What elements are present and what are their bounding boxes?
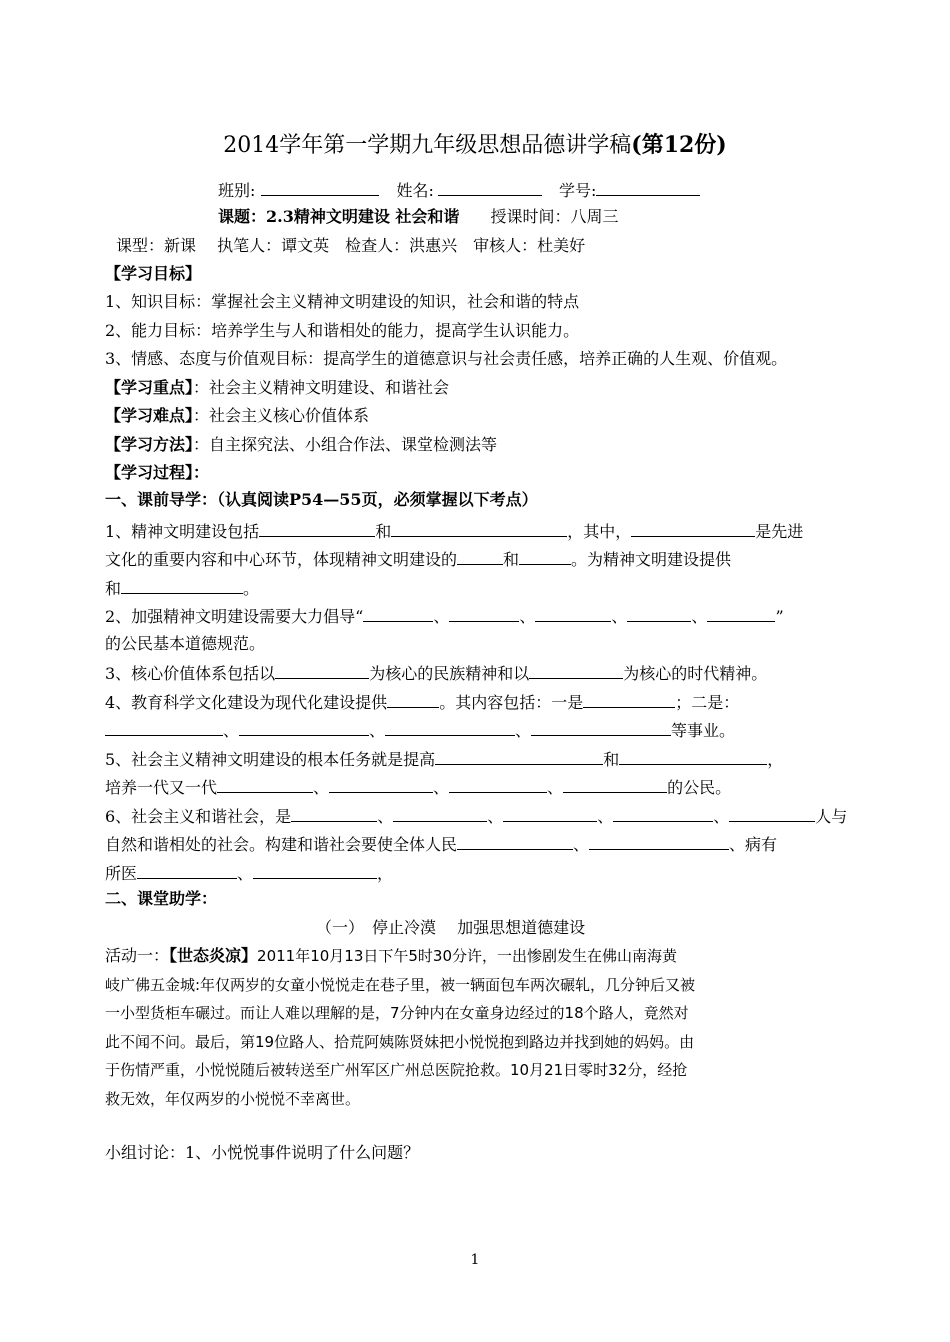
activity-line: 一小型货柜车碾过。而让人难以理解的是，7分钟内在女童身边经过的18个路人，竟然对 (105, 1004, 689, 1022)
goal-item: 1、知识目标：掌握社会主义精神文明建设的知识，社会和谐的特点 (105, 292, 580, 311)
question-3: 3、核心价值体系包括以 为核心的民族精神和以 为核心的时代精神。 (105, 664, 768, 683)
student-info-row (218, 179, 700, 201)
class-field[interactable] (261, 179, 379, 196)
name-field[interactable] (438, 179, 542, 196)
class-label: 班别: (218, 181, 256, 200)
blank[interactable] (449, 776, 547, 793)
blank[interactable] (329, 776, 433, 793)
lesson-meta: 课型：新课 执笔人：谭文英 检查人：洪惠兴 审核人：杜美好 (116, 236, 586, 255)
blank[interactable] (435, 748, 603, 765)
question-4-line-1: 4、教育科学文化建设为现代化建设提供 。其内容包括：一是 ；二是： (105, 693, 740, 712)
difficult-points: 【学习难点】：社会主义核心价值体系 (105, 406, 370, 425)
blank[interactable] (253, 862, 377, 879)
blank[interactable] (363, 605, 433, 622)
blank[interactable] (239, 719, 369, 736)
activity-line: 活动一：【世态炎凉】2011年10月13日下午5时30分许，一出惨剧发生在佛山南海黄 (105, 946, 678, 965)
study-methods: 【学习方法】：自主探究法、小组合作法、课堂检测法等 (105, 435, 498, 454)
blank[interactable] (121, 577, 243, 594)
issue-number: (第12份) (631, 132, 727, 158)
blank[interactable] (519, 548, 571, 565)
blank[interactable] (619, 748, 767, 765)
blank[interactable] (583, 691, 675, 708)
question-6-line-2: 自然和谐相处的社会。构建和谐社会要使全体人民 、 、病有 (105, 835, 778, 854)
blank[interactable] (449, 605, 519, 622)
blank[interactable] (589, 833, 729, 850)
question-6-line-1: 6、社会主义和谐社会，是 、 、 、 、 人与 (105, 807, 848, 826)
question-2-line-2: 的公民基本道德规范。 (105, 634, 266, 653)
blank[interactable] (503, 805, 597, 822)
question-5-line-2: 培养一代又一代 、 、 、 的公民。 (105, 778, 732, 797)
blank[interactable] (631, 520, 755, 537)
discussion-question: 小组讨论：1、小悦悦事件说明了什么问题？ (105, 1143, 420, 1162)
blank[interactable] (105, 719, 223, 736)
section-class-heading: 二、课堂助学： (105, 889, 218, 908)
section-preview-heading: 一、课前导学：（认真阅读P54—55页，必须掌握以下考点） (105, 490, 538, 509)
activity-line: 于伤情严重，小悦悦随后被转送至广州军区广州总医院抢救。10月21日零时32分，经抢 (105, 1061, 688, 1079)
name-label: 姓名: (396, 181, 434, 200)
key-points: 【学习重点】：社会主义精神文明建设、和谐社会 (105, 378, 450, 397)
lesson-time: 授课时间：八周三 (490, 207, 619, 226)
blank[interactable] (563, 776, 667, 793)
blank[interactable] (275, 662, 369, 679)
activity-line: 救无效，年仅两岁的小悦悦不幸离世。 (105, 1090, 361, 1108)
blank[interactable] (613, 805, 713, 822)
question-1-line-1: 1、精神文明建设包括 和 ，其中， 是先进 (105, 522, 804, 541)
blank[interactable] (217, 776, 313, 793)
blank[interactable] (707, 605, 775, 622)
blank[interactable] (387, 691, 439, 708)
blank[interactable] (137, 862, 237, 879)
question-1-line-3: 和 。 (105, 579, 260, 598)
blank[interactable] (529, 662, 623, 679)
section-subheading: （一） 停止冷漠 加强思想道德建设 (316, 918, 586, 937)
activity-line: 岐广佛五金城:年仅两岁的女童小悦悦走在巷子里，被一辆面包车两次碾轧，几分钟后又被 (105, 976, 696, 994)
blank[interactable] (393, 805, 487, 822)
blank[interactable] (531, 719, 671, 736)
lesson-topic-row (218, 207, 619, 227)
blank[interactable] (391, 520, 567, 537)
page-number: 1 (470, 1252, 480, 1268)
lesson-topic: 课题：2.3精神文明建设 社会和谐 (218, 207, 460, 226)
question-6-line-3: 所医 、 ， (105, 864, 394, 883)
question-1-line-2: 文化的重要内容和中心环节，体现精神文明建设的 和 。为精神文明建设提供 (105, 550, 732, 569)
blank[interactable] (627, 605, 691, 622)
activity-line: 此不闻不问。最后，第19位路人、拾荒阿姨陈贤妹把小悦悦抱到路边并找到她的妈妈。由 (105, 1033, 695, 1051)
blank[interactable] (259, 520, 375, 537)
blank[interactable] (535, 605, 611, 622)
blank[interactable] (457, 833, 573, 850)
goal-item: 3、情感、态度与价值观目标：提高学生的道德意识与社会责任感，培养正确的人生观、价值观。 (105, 349, 788, 368)
blank[interactable] (729, 805, 815, 822)
question-2-line-1: 2、加强精神文明建设需要大力倡导“ 、 、 、 、 ” (105, 607, 784, 626)
blank[interactable] (385, 719, 515, 736)
question-5-line-1: 5、社会主义精神文明建设的根本任务就是提高 和 ， (105, 750, 784, 769)
student-id-field[interactable] (596, 179, 700, 196)
blank[interactable] (457, 548, 503, 565)
goal-item: 2、能力目标：培养学生与人和谐相处的能力，提高学生认识能力。 (105, 321, 580, 340)
student-id-label: 学号: (559, 181, 597, 200)
blank[interactable] (291, 805, 377, 822)
question-4-line-2: 、 、 、 等事业。 (105, 719, 735, 741)
goals-heading: 【学习目标】 (105, 264, 202, 283)
page-title: 2014学年第一学期九年级思想品德讲学稿(第12份) (223, 132, 727, 158)
study-process-heading: 【学习过程】： (105, 463, 210, 482)
